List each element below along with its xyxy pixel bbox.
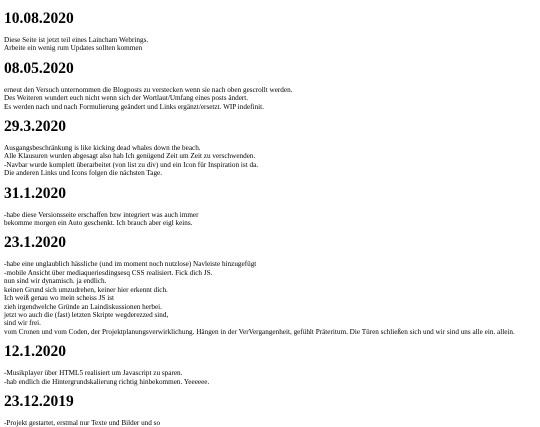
entry-text-line: Ich weiß genau wo mein scheiss JS ist	[4, 294, 114, 303]
entry-date-heading: 10.08.2020	[4, 10, 74, 27]
entry-date-heading: 08.05.2020	[4, 59, 74, 77]
entry-body	[4, 369, 536, 386]
entry-text-line: jetzt wo auch die (fast) letzten Skripte wegderezzed sind,	[4, 310, 169, 319]
entry-date-heading: 29.3.2020	[4, 118, 66, 136]
changelog-entry	[4, 343, 536, 386]
entry-text-line: -habe diese Versionsseite erschaffen bzw integriert was auch immer	[4, 210, 199, 219]
entry-text-line: vom Cronen und vom Coden, der Projektplanungsverwirklichung. Hängen in der VerVergangenheit, gefühlt Präteritum. Die Türen schließen sich und wir sind uns alle ein. allein.	[4, 327, 515, 336]
entry-body	[4, 260, 536, 336]
entry-date-heading: 23.12.2019	[4, 392, 74, 410]
entry-text-line: -hab endlich die Hintergrundskalierung richtig hinbekommen. Yeeeeee.	[4, 377, 210, 386]
entry-date-heading: 12.1.2020	[4, 343, 66, 361]
entry-text-line: keinen Grund sich umzudrehen, keiner hier erkennt dich.	[4, 285, 168, 294]
entry-body	[4, 419, 536, 427]
entry-text-line: Alle Klausuren wurden abgesagt also hab Ich genügend Zeit um Zeit zu verschwenden.	[4, 152, 256, 161]
entry-date-heading: 23.1.2020	[4, 234, 66, 252]
entry-text-line: Arbeite ein wenig rum Updates sollten kommen	[4, 44, 143, 53]
entry-text-line: -Navbar wurde komplett überarbeitet (von list zu div) und ein Icon für Inspiration ist da.	[4, 160, 259, 169]
changelog-entry	[4, 234, 536, 336]
changelog-entry	[4, 60, 536, 111]
entry-text-line: Es werden nach und nach Formulierung geändert und Links ergänzt/ersetzt. WIP indefinit.	[4, 102, 264, 111]
entry-text-line: bekomme morgen ein Auto geschenkt. Ich brauch aber eigl keins.	[4, 219, 193, 228]
changelog-entry	[4, 393, 536, 427]
changelog-entry	[4, 185, 536, 228]
entry-body	[4, 86, 536, 111]
entry-text-line: -Projekt gestartet, erstmal nur Texte und Bilder und so	[4, 418, 161, 427]
entry-text-line: Ausgangsbeschränkung is like kicking dead whales down the beach.	[4, 144, 201, 153]
entry-text-line: sind wir frei.	[4, 319, 41, 328]
entry-text-line: -habe eine unglaublich hässliche (und im moment noch nutzlose) Navleiste hinzugefügt	[4, 260, 257, 269]
entry-date-heading: 31.1.2020	[4, 184, 66, 202]
entry-text-line: Die anderen Links und Icons folgen die nächsten Tage.	[4, 169, 163, 178]
entry-body	[4, 36, 536, 53]
entry-text-line: zieh irgendwelche Gründe an Laindiskussionen herbei.	[4, 302, 162, 311]
entry-body	[4, 144, 536, 178]
entry-text-line: -Musikplayer über HTML5 realisiert um Javascript zu sparen.	[4, 369, 183, 378]
entry-body	[4, 211, 536, 228]
entry-text-line: nun sind wir dynamisch. ja endlich.	[4, 277, 107, 286]
entry-text-line: erneut den Versuch unternommen die Blogposts zu verstecken wenn sie nach oben gescrollt werden.	[4, 85, 293, 94]
entry-text-line: Des Weiteren wundert euch nicht wenn sich der Wortlaut/Umfang eines posts ändert.	[4, 94, 249, 103]
entry-text-line: -mobile Ansicht über mediaqueriesdingsesq CSS realisiert. Fick dich JS.	[4, 268, 213, 277]
changelog-entry	[4, 118, 536, 178]
entry-text-line: Diese Seite ist jetzt teil eines Laincham Webrings.	[4, 36, 149, 44]
changelog-entry	[4, 10, 536, 53]
